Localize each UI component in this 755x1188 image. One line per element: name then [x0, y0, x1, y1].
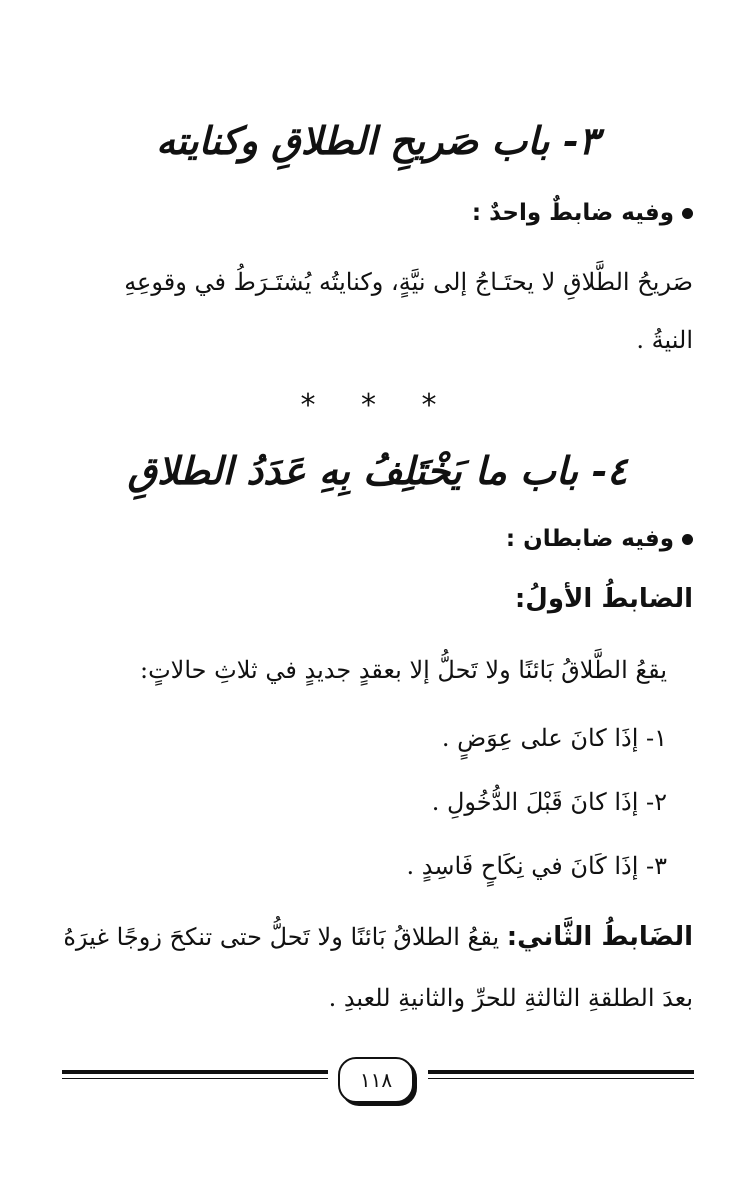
separator-stars: * * * — [300, 388, 455, 423]
section-3-body-line-2: النيةُ . — [636, 326, 693, 354]
footer-rule-left — [62, 1070, 328, 1074]
rule-1-item-3: ٣- إذَا كَانَ في نِكَاحٍ فَاسِدٍ . — [406, 852, 667, 880]
bullet-icon — [682, 208, 693, 219]
rule-2-paragraph — [63, 922, 693, 952]
footer-rule-right — [428, 1070, 694, 1074]
section-4-heading: ٤- باب ما يَخْتَلِفُ بِهِ عَدَدُ الطلاقِ — [127, 448, 628, 493]
section-4-intro-text: وفيه ضابطان : — [505, 526, 674, 552]
rule-2-text: يقعُ الطلاقُ بَائنًا ولا تَحلُّ حتى تنكحَ زوجًا غيرَهُ — [63, 923, 507, 951]
section-3-body-line-1: صَريحُ الطَّلاقِ لا يحتَـاجُ إلى نيَّةٍ، وكنايتُه يُشتَـرَطُ في وقوعِهِ — [124, 268, 693, 296]
rule-1-item-1: ١- إذَا كانَ على عِوَضٍ . — [441, 724, 667, 752]
rule-2-label: الضَابطُ الثَّاني: — [506, 922, 693, 952]
bullet-icon — [682, 534, 693, 545]
section-3-heading: ٣- باب صَريحِ الطلاقِ وكنايته — [156, 118, 599, 163]
section-3-intro — [472, 200, 693, 226]
page-number: ١١٨ — [338, 1057, 414, 1103]
footer-rule-left-thin — [62, 1078, 328, 1079]
rule-1-text: يقعُ الطَّلاقُ بَائنًا ولا تَحلُّ إلا بعقدٍ جديدٍ في ثلاثِ حالاتٍ: — [140, 656, 667, 684]
rule-1-label: الضابطُ الأولُ: — [514, 584, 693, 614]
rule-1-item-2: ٢- إذَا كانَ قَبْلَ الدُّخُولِ . — [431, 788, 667, 816]
rule-2-text-line-2: بعدَ الطلقةِ الثالثةِ للحرِّ والثانيةِ للعبدِ . — [328, 984, 693, 1012]
footer-rule-right-thin — [428, 1078, 694, 1079]
section-4-intro — [506, 526, 693, 552]
section-3-intro-text: وفيه ضابطٌ واحدٌ : — [471, 200, 674, 226]
